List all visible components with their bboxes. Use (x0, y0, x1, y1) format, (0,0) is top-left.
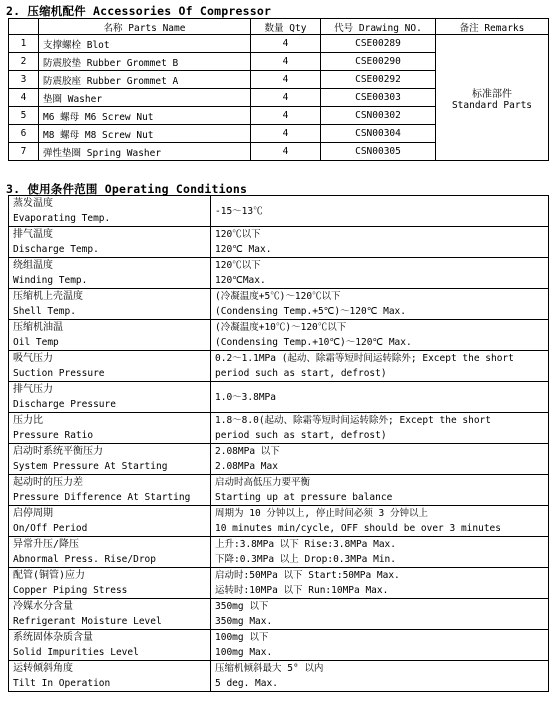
table-row (9, 320, 549, 351)
table-row (9, 599, 549, 630)
condition-label-en: Oil Temp (13, 337, 59, 348)
condition-label-cell (9, 320, 211, 351)
row-part-name: 垫圈 Washer (39, 89, 251, 107)
row-qty: 4 (251, 89, 321, 107)
table-row (9, 506, 549, 537)
condition-label-cell (9, 661, 211, 692)
condition-label-cn: 运转倾斜角度 (13, 663, 73, 674)
condition-label-en: Refrigerant Moisture Level (13, 616, 162, 627)
condition-value-line1: 周期为 10 分钟以上, 停止时间必须 3 分钟以上 (215, 508, 428, 519)
condition-value-line1: 100mg 以下 (215, 632, 269, 643)
row-qty: 4 (251, 143, 321, 161)
condition-label-en: On/Off Period (13, 523, 88, 534)
condition-label-en: Suction Pressure (13, 368, 105, 379)
section-3-title: 3. 使用条件范围 Operating Conditions (6, 182, 248, 196)
condition-value-line2: 350mg Max. (215, 616, 273, 627)
condition-value-cell (211, 661, 549, 692)
condition-value-line2: Starting up at pressure balance (215, 492, 393, 503)
condition-label-en: Pressure Difference At Starting (13, 492, 191, 503)
condition-label-cn: 吸气压力 (13, 353, 53, 364)
row-drawing-no: CSE00292 (321, 71, 436, 89)
condition-label-en: Discharge Pressure (13, 399, 116, 410)
condition-label-cn: 启动时系统平衡压力 (13, 446, 103, 457)
condition-value-cell (211, 289, 549, 320)
condition-value-line1: 2.08MPa 以下 (215, 446, 280, 457)
table-row (9, 444, 549, 475)
row-no: 6 (9, 125, 39, 143)
condition-label-cn: 蒸发温度 (13, 198, 53, 209)
row-qty: 4 (251, 71, 321, 89)
condition-value-line1: 120℃以下 (215, 229, 261, 240)
condition-label-en: Solid Impurities Level (13, 647, 139, 658)
condition-value-line1: 上升:3.8MPa 以下 Rise:3.8MPa Max. (215, 539, 396, 550)
condition-label-cell (9, 289, 211, 320)
row-drawing-no: CSE00303 (321, 89, 436, 107)
condition-label-cell (9, 630, 211, 661)
condition-label-en: Discharge Temp. (13, 244, 99, 255)
condition-value-cell (211, 258, 549, 289)
table-row (9, 475, 549, 506)
condition-value-line1: -15～13℃ (215, 205, 263, 217)
header-no (9, 19, 39, 35)
row-drawing-no: CSN00304 (321, 125, 436, 143)
row-drawing-no: CSE00289 (321, 35, 436, 53)
condition-label-cn: 配管(铜管)应力 (13, 570, 86, 581)
condition-value-cell (211, 320, 549, 351)
remarks-cell (436, 35, 549, 161)
condition-label-en: Copper Piping Stress (13, 585, 128, 596)
table-row (9, 351, 549, 382)
row-no: 7 (9, 143, 39, 161)
condition-value-cell (211, 475, 549, 506)
row-part-name: 防震胶垫 Rubber Grommet B (39, 53, 251, 71)
remarks-cn: 标准部件 (472, 88, 512, 100)
accessories-table (8, 18, 549, 161)
condition-value-line2: period such as start, defrost) (215, 430, 387, 441)
condition-label-cell (9, 258, 211, 289)
condition-label-en: Winding Temp. (13, 275, 88, 286)
condition-label-cell (9, 444, 211, 475)
condition-value-cell (211, 630, 549, 661)
condition-value-line1: 350mg 以下 (215, 601, 269, 612)
row-qty: 4 (251, 53, 321, 71)
condition-value-line2: 5 deg. Max. (215, 678, 278, 689)
operating-conditions-table (8, 195, 549, 692)
row-no: 2 (9, 53, 39, 71)
row-part-name: 支撑螺栓 Blot (39, 35, 251, 53)
row-qty: 4 (251, 35, 321, 53)
remarks-en: Standard Parts (451, 99, 533, 111)
condition-value-line2: 运转时:10MPa 以下 Run:10MPa Max. (215, 585, 389, 596)
condition-value-line1: 120℃以下 (215, 260, 261, 271)
condition-value-line2: (Condensing Temp.+5℃)～120℃ Max. (215, 306, 406, 317)
row-part-name: M8 螺母 M8 Screw Nut (39, 125, 251, 143)
condition-value-line1: (冷凝温度+10℃)～120℃以下 (215, 322, 347, 333)
condition-value-cell (211, 227, 549, 258)
condition-label-cn: 排气温度 (13, 229, 53, 240)
condition-label-cell (9, 382, 211, 413)
row-no: 3 (9, 71, 39, 89)
condition-label-en: Abnormal Press. Rise/Drop (13, 554, 156, 565)
table-row (9, 258, 549, 289)
table-row (9, 537, 549, 568)
condition-value-line2: period such as start, defrost) (215, 368, 387, 379)
condition-value-line2: 2.08MPa Max (215, 461, 278, 472)
condition-value-cell (211, 599, 549, 630)
condition-label-cell (9, 475, 211, 506)
row-drawing-no: CSN00305 (321, 143, 436, 161)
condition-label-cn: 排气压力 (13, 384, 53, 395)
condition-value-line1: (冷凝温度+5℃)～120℃以下 (215, 291, 341, 302)
condition-label-en: Evaporating Temp. (13, 213, 111, 224)
condition-label-en: System Pressure At Starting (13, 461, 168, 472)
table-row (9, 227, 549, 258)
condition-label-cn: 压缩机上壳温度 (13, 291, 83, 302)
row-drawing-no: CSN00302 (321, 107, 436, 125)
condition-label-cn: 冷媒水分含量 (13, 601, 73, 612)
condition-label-cell (9, 599, 211, 630)
table-row (9, 661, 549, 692)
table-row (9, 289, 549, 320)
condition-value-cell (211, 537, 549, 568)
condition-value-line2: 120℃Max. (215, 275, 266, 286)
condition-label-cell (9, 351, 211, 382)
condition-label-cn: 压力比 (13, 415, 43, 426)
row-part-name: 弹性垫圈 Spring Washer (39, 143, 251, 161)
condition-label-cn: 绕组温度 (13, 260, 53, 271)
condition-value-line1: 压缩机倾斜最大 5° 以内 (215, 663, 324, 674)
row-part-name: 防震胶座 Rubber Grommet A (39, 71, 251, 89)
table-row (9, 382, 549, 413)
condition-label-en: Tilt In Operation (13, 678, 111, 689)
condition-label-en: Pressure Ratio (13, 430, 94, 441)
row-part-name: M6 螺母 M6 Screw Nut (39, 107, 251, 125)
condition-label-cn: 启停周期 (13, 508, 53, 519)
section-2-title: 2. 压缩机配件 Accessories Of Compressor (6, 4, 272, 18)
condition-label-cell (9, 506, 211, 537)
condition-label-cell (9, 196, 211, 227)
row-qty: 4 (251, 125, 321, 143)
table-row (9, 568, 549, 599)
condition-label-cell (9, 537, 211, 568)
header-parts-name: 名称 Parts Name (39, 19, 251, 35)
condition-value-line2: (Condensing Temp.+10℃)～120℃ Max. (215, 337, 412, 348)
row-qty: 4 (251, 107, 321, 125)
condition-value-line1: 1.0～3.8MPa (215, 391, 276, 403)
row-no: 5 (9, 107, 39, 125)
table-row (9, 630, 549, 661)
condition-label-cn: 系统固体杂质含量 (13, 632, 93, 643)
condition-label-cell (9, 568, 211, 599)
table-row (9, 35, 549, 53)
row-no: 4 (9, 89, 39, 107)
header-qty: 数量 Qty (251, 19, 321, 35)
condition-value-cell (211, 413, 549, 444)
condition-value-cell (211, 506, 549, 537)
condition-value-line2: 100mg Max. (215, 647, 273, 658)
condition-label-cell (9, 413, 211, 444)
row-drawing-no: CSE00290 (321, 53, 436, 71)
condition-value-line1: 0.2～1.1MPa (起动、除霜等短时间运转除外; Except the short (215, 353, 514, 364)
condition-value-cell (211, 568, 549, 599)
condition-value-line2: 下降:0.3MPa 以上 Drop:0.3MPa Min. (215, 554, 396, 565)
condition-value-cell (211, 196, 549, 227)
condition-value-cell (211, 382, 549, 413)
condition-value-line2: 120℃ Max. (215, 244, 272, 255)
condition-value-cell (211, 444, 549, 475)
condition-label-en: Shell Temp. (13, 306, 76, 317)
header-remarks: 备注 Remarks (436, 19, 549, 35)
table-row (9, 196, 549, 227)
condition-label-cn: 异常升压/降压 (13, 539, 80, 550)
accessories-header-row (9, 19, 549, 35)
condition-value-cell (211, 351, 549, 382)
condition-label-cn: 压缩机油温 (13, 322, 63, 333)
condition-value-line1: 1.8～8.0(起动、除霜等短时间运转除外; Except the short (215, 415, 491, 426)
condition-value-line1: 启动时高低压力要平衡 (215, 477, 311, 488)
header-drawing-no: 代号 Drawing NO. (321, 19, 436, 35)
condition-label-cell (9, 227, 211, 258)
condition-value-line2: 10 minutes min/cycle, OFF should be over 3 minutes (215, 523, 501, 534)
condition-value-line1: 启动时:50MPa 以下 Start:50MPa Max. (215, 570, 400, 581)
condition-label-cn: 起动时的压力差 (13, 477, 83, 488)
row-no: 1 (9, 35, 39, 53)
table-row (9, 413, 549, 444)
